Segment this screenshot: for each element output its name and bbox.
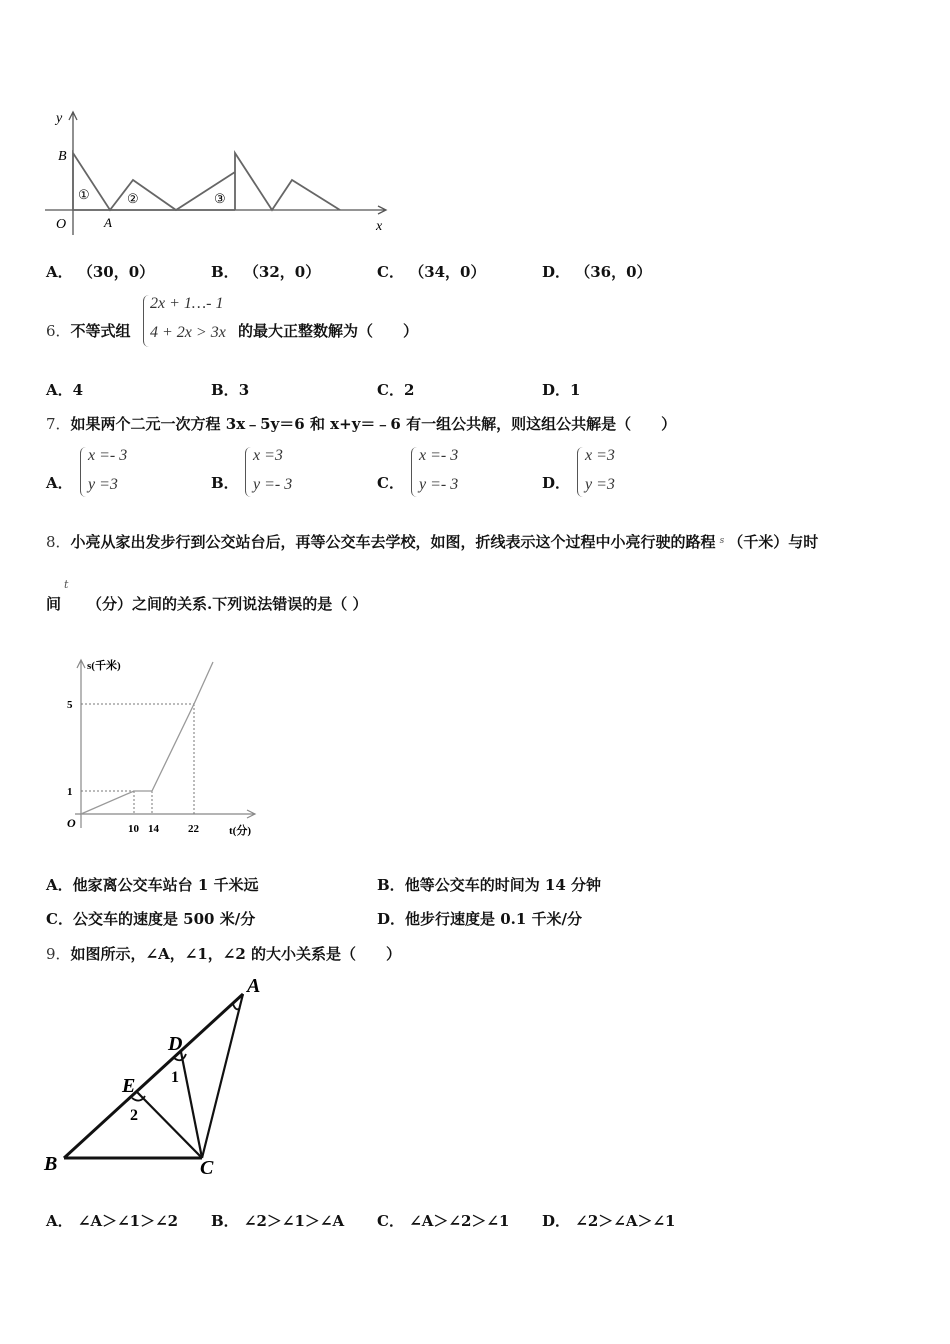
q5-x-label: x: [376, 219, 383, 234]
q9-label-e: E: [122, 1075, 136, 1097]
q8-s-variable: s: [719, 536, 725, 546]
q8-y-label: s(千米): [87, 660, 121, 672]
q6-option-c[interactable]: C．2: [377, 381, 415, 399]
q5-point-a-label: A: [104, 215, 112, 230]
q8-stem-line1: 8．小亮从家出发步行到公交站台后，再等公交车去学校，如图，折线表示这个过程中小亮行驶的路程 $^s$ （千米）与时: [46, 533, 819, 551]
q9-option-c[interactable]: C． ∠A＞∠2＞∠1: [377, 1212, 510, 1230]
q5-option-c[interactable]: C． （34，0）: [377, 263, 486, 281]
q8-option-d[interactable]: D．他步行速度是 0.1 千米/分: [377, 910, 583, 928]
q6-inequality-2: 4 + 2x > 3x: [150, 324, 226, 341]
q5-origin-label: O: [56, 217, 67, 232]
q8-x-tick-14: 14: [148, 823, 159, 835]
q8-distance-time-graph: [55, 650, 265, 842]
q5-y-label: y: [56, 111, 63, 126]
q6-option-b[interactable]: B．3: [211, 381, 250, 399]
q9-stem: [46, 943, 401, 964]
q8-t-variable: t: [64, 578, 69, 591]
q5-option-b[interactable]: B． （32，0）: [211, 263, 321, 281]
q6-suffix: 的最大正整数解为（ ）: [238, 322, 419, 340]
q9-label-a: A: [247, 975, 261, 997]
q5-option-d[interactable]: D． （36，0）: [542, 263, 652, 281]
q9-text: 如图所示，∠A，∠1，∠2 的大小关系是（ ）: [70, 945, 401, 963]
q8-x-tick-10: 10: [128, 823, 139, 835]
q6-stem: [46, 320, 131, 341]
q7-option-b-letter[interactable]: B．: [211, 474, 239, 492]
q5-graph-figure: [40, 100, 400, 240]
q9-option-a[interactable]: A． ∠A＞∠1＞∠2: [46, 1212, 179, 1230]
q8-number: 8．: [46, 533, 71, 551]
q7-number: 7．: [46, 415, 71, 433]
q9-triangle-figure: [40, 970, 280, 1185]
q9-label-c: C: [200, 1157, 214, 1179]
q7-option-d-letter[interactable]: D．: [542, 474, 571, 492]
q8-option-c[interactable]: C．公交车的速度是 500 米/分: [46, 910, 256, 928]
q6-option-a[interactable]: A．4: [46, 381, 84, 399]
q5-option-a[interactable]: A． （30，0）: [46, 263, 155, 281]
q7-option-c-letter[interactable]: C．: [377, 474, 404, 492]
q8-x-tick-22: 22: [188, 823, 199, 835]
q8-origin: O: [67, 816, 76, 830]
q6-option-d[interactable]: D．1: [542, 381, 581, 399]
q9-option-b[interactable]: B． ∠2＞∠1＞∠A: [211, 1212, 345, 1230]
q8-y-tick-5: 5: [67, 699, 73, 711]
q6-number: 6．: [46, 322, 71, 340]
q9-number: 9．: [46, 945, 71, 963]
q9-label-angle-1: 1: [171, 1069, 179, 1086]
q5-circle-2: ②: [127, 191, 139, 206]
q6-prefix: 不等式组: [70, 322, 131, 340]
q9-label-angle-2: 2: [130, 1107, 138, 1124]
q7-stem: [46, 413, 676, 434]
q9-option-d[interactable]: D． ∠2＞∠A＞∠1: [542, 1212, 676, 1230]
q7-text: 如果两个二元一次方程 3x﹣5y＝6 和 x+y＝﹣6 有一组公共解，则这组公共解是（ ）: [70, 415, 677, 433]
q9-label-d: D: [168, 1033, 183, 1055]
q5-zigzag-path: [73, 153, 340, 210]
q9-label-b: B: [44, 1153, 58, 1175]
q8-x-label: t(分): [229, 825, 251, 837]
q8-y-tick-1: 1: [67, 786, 73, 798]
q5-point-b-label: B: [58, 149, 67, 164]
q5-circle-1: ①: [78, 187, 90, 202]
q8-stem-line2: 间 （分）之间的关系.下列说法错误的是（ ）: [46, 595, 368, 613]
q8-option-a[interactable]: A．他家离公交车站台 1 千米远: [46, 876, 259, 894]
q8-option-b[interactable]: B．他等公交车的时间为 14 分钟: [377, 876, 602, 894]
q6-inequality-1: 2x + 1…- 1: [150, 295, 224, 312]
q5-circle-3: ③: [214, 191, 226, 206]
q8-travel-path: [81, 662, 213, 814]
q7-option-a-letter[interactable]: A．: [46, 474, 73, 492]
